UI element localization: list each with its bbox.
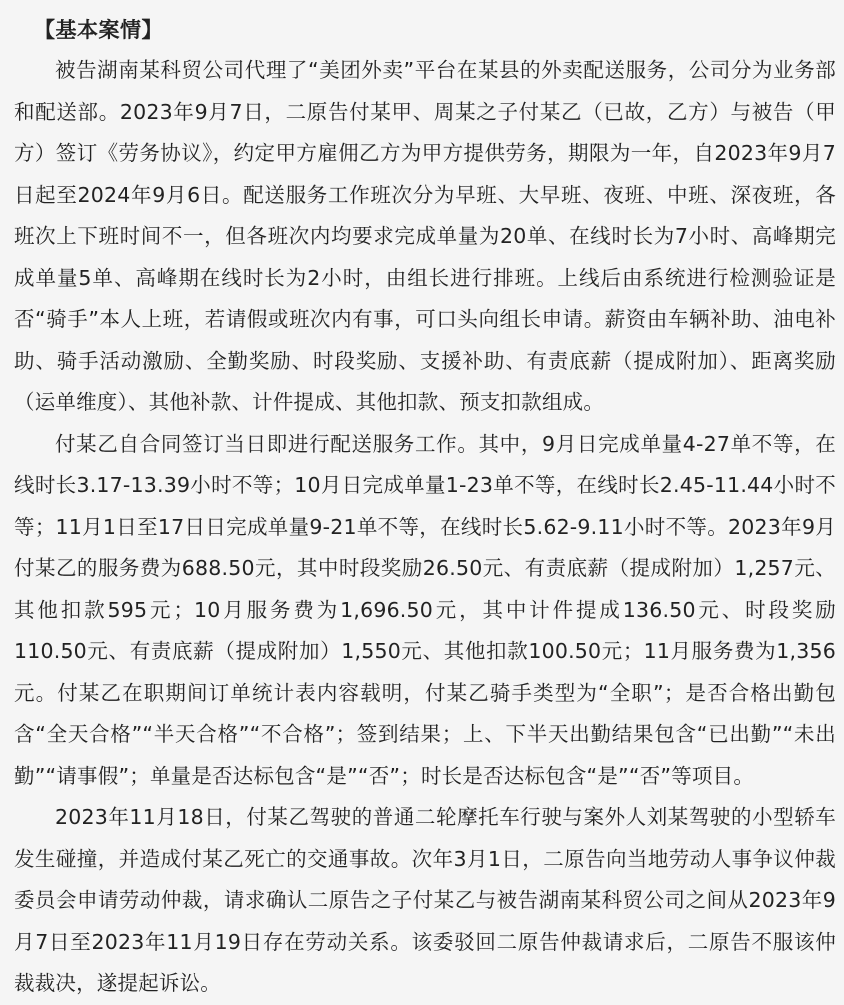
paragraph-case-background: 被告湖南某科贸公司代理了“美团外卖”平台在某县的外卖配送服务，公司分为业务部和配送部。2023年9月7日，二原告付某甲、周某之子付某乙（已故，乙方）与被告（甲方）签订《劳务协议》，约定甲方雇佣乙方为甲方提供劳务，期限为一年，自2023年9月7日起至2024年9月6日。配送服务工作班次分为早班、大早班、夜班、中班、深夜班，各班次上下班时间不一，但各班次内均要求完成单量为20单、在线时长为7小时、高峰期完成单量5单、高峰期在线时长为2小时，由组长进行排班。上线后由系统进行检测验证是否“骑手”本人上班，若请假或班次内有事，可口头向组长申请。薪资由车辆补助、油电补助、骑手活动激励、全勤奖励、时段奖励、支援补助、有责底薪（提成附加）、距离奖励（运单维度）、其他补款、计件提成、其他扣款、预支扣款组成。 bbox=[14, 58, 836, 414]
section-heading: 【基本案情】 bbox=[34, 18, 163, 42]
paragraph-accident-and-arbitration: 2023年11月18日，付某乙驾驶的普通二轮摩托车行驶与案外人刘某驾驶的小型轿车发生碰撞，并造成付某乙死亡的交通事故。次年3月1日，二原告向当地劳动人事争议仲裁委员会申请劳动仲裁，请求确认二原告之子付某乙与被告湖南某科贸公司之间从2023年9月7日至2023年11月19日存在劳动关系。该委驳回二原告仲裁请求后，二原告不服该仲裁裁决，遂提起诉讼。 bbox=[14, 805, 836, 995]
paragraph-work-and-pay: 付某乙自合同签订当日即进行配送服务工作。其中，9月日完成单量4-27单不等，在线时长3.17-13.39小时不等；10月日完成单量1-23单不等，在线时长2.45-11.44小时不等；11月1日至17日日完成单量9-21单不等，在线时长5.62-9.11小时不等。2023年9月付某乙的服务费为688.50元，其中时段奖励26.50元、有责底薪（提成附加）1,257元、其他扣款595元；10月服务费为1,696.50元，其中计件提成136.50元、时段奖励110.50元、有责底薪（提成附加）1,550元、其他扣款100.50元；11月服务费为1,356元。付某乙在职期间订单统计表内容载明，付某乙骑手类型为“全职”；是否合格出勤包含“全天合格”“半天合格”“不合格”；签到结果；上、下半天出勤结果包含“已出勤”“未出勤”“请事假”；单量是否达标包含“是”“否”；时长是否达标包含“是”“否”等项目。 bbox=[14, 431, 836, 788]
